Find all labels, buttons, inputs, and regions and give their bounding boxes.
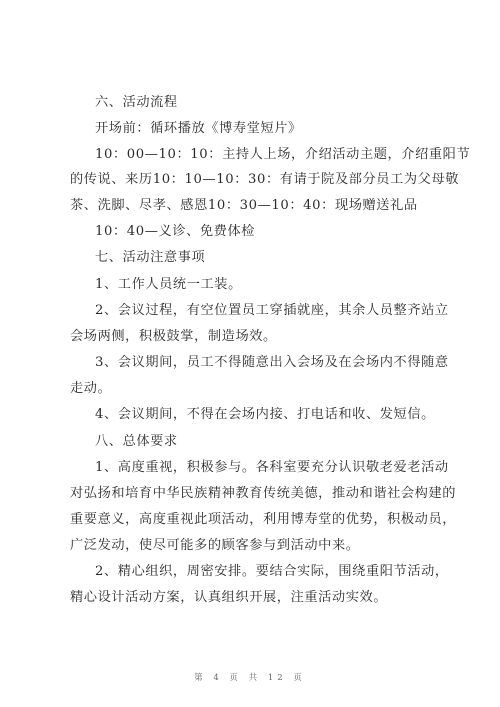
paragraph-line: 重要意义，高度重视此项活动，利用博寿堂的优势，积极动员， (70, 512, 457, 527)
paragraph-line: 对弘扬和培育中华民族精神教育传统美德，推动和谐社会构建的 (70, 486, 457, 501)
paragraph-line: 10：40—义诊、免费体检 (95, 224, 256, 239)
paragraph-line: 精心设计活动方案，认真组织开展，注重活动实效。 (70, 590, 388, 605)
paragraph-line: 2、精心组织，周密安排。要结合实际，围绕重阳节活动， (95, 564, 449, 579)
page-number-footer: 第 4 页 共 12 页 (194, 673, 306, 683)
paragraph-line: 茶、洗脚、尽孝、感恩10：30—10：40：现场赠送礼品 (70, 198, 418, 213)
heading-section-7: 七、活动注意事项 (95, 250, 206, 265)
heading-section-6: 六、活动流程 (95, 95, 178, 110)
paragraph-line: 4、会议期间，不得在会场内接、打电话和收、发短信。 (95, 407, 435, 422)
paragraph-line: 的传说、来历10：10—10：30：有请于院及部分员工为父母敬 (70, 172, 460, 187)
paragraph-line: 1、工作人员统一工装。 (95, 277, 242, 292)
paragraph-line: 3、会议期间，员工不得随意出入会场及在会场内不得随意 (95, 355, 449, 370)
paragraph-line: 走动。 (70, 381, 112, 396)
paragraph-line: 会场两侧，积极鼓掌，制造场效。 (70, 329, 277, 344)
paragraph-line: 2、会议过程，有空位置员工穿插就座，其余人员整齐站立 (95, 303, 449, 318)
paragraph-line: 1、高度重视，积极参与。各科室要充分认识敬老爱老活动 (95, 460, 449, 475)
paragraph-line: 广泛发动，使尽可能多的顾客参与到活动中来。 (70, 538, 360, 553)
heading-section-8: 八、总体要求 (95, 434, 178, 449)
paragraph-line: 10：00—10：10：主持人上场，介绍活动主题，介绍重阳节 (95, 147, 471, 162)
paragraph-line: 开场前：循环播放《博寿堂短片》 (95, 121, 302, 136)
